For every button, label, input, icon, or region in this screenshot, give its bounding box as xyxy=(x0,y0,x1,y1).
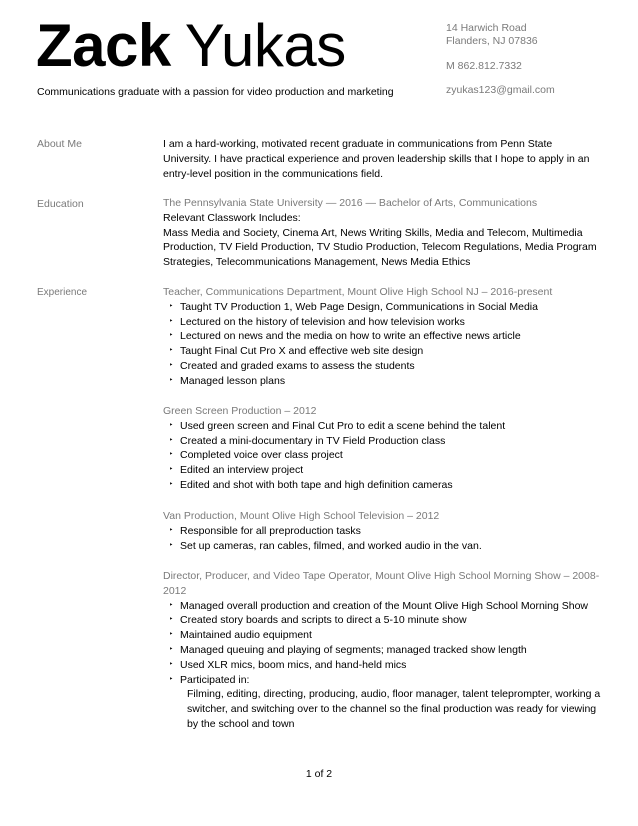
first-name: Zack xyxy=(36,12,171,79)
bullet-icon: ‣ xyxy=(169,451,174,459)
bullet-icon: ‣ xyxy=(169,541,174,549)
job-entry xyxy=(163,285,603,389)
bullet-icon: ‣ xyxy=(169,631,174,639)
coursework-heading: Relevant Classwork Includes: xyxy=(163,211,301,224)
list-item: ‣ Set up cameras, ran cables, filmed, and worked audio in the van. xyxy=(169,539,482,552)
coursework-line: Production, TV Field Production, TV Studio Production, Telecom Regulations, Media Program xyxy=(163,241,597,254)
section-label-education: Education xyxy=(37,198,84,210)
job-title: Van Production, Mount Olive High School Television – 2012 xyxy=(163,510,440,522)
bullet-icon: ‣ xyxy=(169,480,174,488)
about-line: University. I have practical experience and proven leadership skills that I hope to apply in an xyxy=(163,152,590,165)
list-item: ‣ Created and graded exams to assess the students xyxy=(169,359,415,372)
education-section xyxy=(163,196,603,270)
bullet-icon: ‣ xyxy=(169,421,174,429)
address-line-1: 14 Harwich Road xyxy=(446,22,527,34)
job-bullets xyxy=(163,599,603,688)
job-entry xyxy=(163,569,603,732)
list-item: ‣ Completed voice over class project xyxy=(169,449,343,462)
coursework-line: Mass Media and Society, Cinema Art, News Writing Skills, Media and Telecom, Multimedia xyxy=(163,226,583,239)
list-item: ‣ Used XLR mics, boom mics, and hand-held mics xyxy=(169,658,407,671)
candidate-name xyxy=(36,6,346,86)
section-label-experience: Experience xyxy=(37,287,88,298)
list-item: ‣ Maintained audio equipment xyxy=(169,629,312,642)
list-item: ‣ Edited and shot with both tape and high definition cameras xyxy=(169,478,453,491)
bullet-icon: ‣ xyxy=(169,317,174,325)
email-address: zyukas123@gmail.com xyxy=(446,84,555,96)
list-item: ‣ Managed queuing and playing of segments; managed tracked show length xyxy=(169,643,527,656)
bullet-icon: ‣ xyxy=(169,466,174,474)
job-title: Green Screen Production – 2012 xyxy=(163,405,317,417)
job-entry xyxy=(163,404,603,493)
participated-line: Filming, editing, directing, producing, audio, floor manager, talent teleprompter, working a xyxy=(187,688,601,701)
bullet-icon: ‣ xyxy=(169,526,174,534)
list-item: ‣ Taught Final Cut Pro X and effective web site design xyxy=(169,345,424,358)
job-entry xyxy=(163,509,603,553)
list-item: ‣ Created story boards and scripts to direct a 5-10 minute show xyxy=(169,614,467,627)
last-name: Yukas xyxy=(184,12,346,79)
bullet-icon: ‣ xyxy=(169,376,174,384)
participated-details xyxy=(187,687,603,731)
participated-line: switcher, and switching over to the channel so the final production was ready for viewing xyxy=(187,703,597,716)
bullet-icon: ‣ xyxy=(169,660,174,668)
list-item: ‣ Managed overall production and creation of the Mount Olive High School Morning Show xyxy=(169,599,588,612)
bullet-icon: ‣ xyxy=(169,347,174,355)
bullet-icon: ‣ xyxy=(169,675,174,683)
list-item: ‣ Used green screen and Final Cut Pro to edit a scene behind the talent xyxy=(169,419,506,432)
about-line: I am a hard-working, motivated recent graduate in communications from Penn State xyxy=(163,138,553,150)
coursework-line: Strategies, Telecommunications Management, News Media Ethics xyxy=(163,256,471,269)
about-section xyxy=(163,137,603,181)
list-item: ‣ Managed lesson plans xyxy=(169,374,286,387)
job-title: Director, Producer, and Video Tape Operator, Mount Olive High School Morning Show – 2008- xyxy=(163,570,600,582)
bullet-icon: ‣ xyxy=(169,332,174,340)
bullet-icon: ‣ xyxy=(169,302,174,310)
list-item: ‣ Lectured on news and the media on how to write an effective news article xyxy=(169,330,521,343)
job-title: Teacher, Communications Department, Mount Olive High School NJ – 2016-present xyxy=(163,286,553,298)
job-title-continued: 2012 xyxy=(163,584,187,597)
section-label-about: About Me xyxy=(37,138,82,150)
list-item: ‣ Created a mini-documentary in TV Field Production class xyxy=(169,434,446,447)
list-item: ‣ Taught TV Production 1, Web Page Design, Communications in Social Media xyxy=(169,300,538,313)
job-bullets xyxy=(163,524,603,554)
address-line-2: Flanders, NJ 07836 xyxy=(446,35,538,47)
bullet-icon: ‣ xyxy=(169,361,174,369)
list-item: ‣ Participated in: xyxy=(169,673,250,686)
about-line: entry-level position in the communications field. xyxy=(163,167,384,180)
bullet-icon: ‣ xyxy=(169,645,174,653)
phone-number: M 862.812.7332 xyxy=(446,60,522,72)
list-item: ‣ Edited an interview project xyxy=(169,464,304,477)
bullet-icon: ‣ xyxy=(169,436,174,444)
tagline: Communications graduate with a passion for video production and marketing xyxy=(37,86,394,98)
bullet-icon: ‣ xyxy=(169,601,174,609)
bullet-icon: ‣ xyxy=(169,616,174,624)
participated-line: by the school and town xyxy=(187,717,295,730)
school-line: The Pennsylvania State University — 2016 — Bachelor of Arts, Communications xyxy=(163,197,538,209)
list-item: ‣ Responsible for all preproduction tasks xyxy=(169,524,361,537)
page-indicator: 1 of 2 xyxy=(305,768,333,780)
job-bullets xyxy=(163,419,603,493)
list-item: ‣ Lectured on the history of television and how television works xyxy=(169,315,465,328)
job-bullets xyxy=(163,300,603,389)
